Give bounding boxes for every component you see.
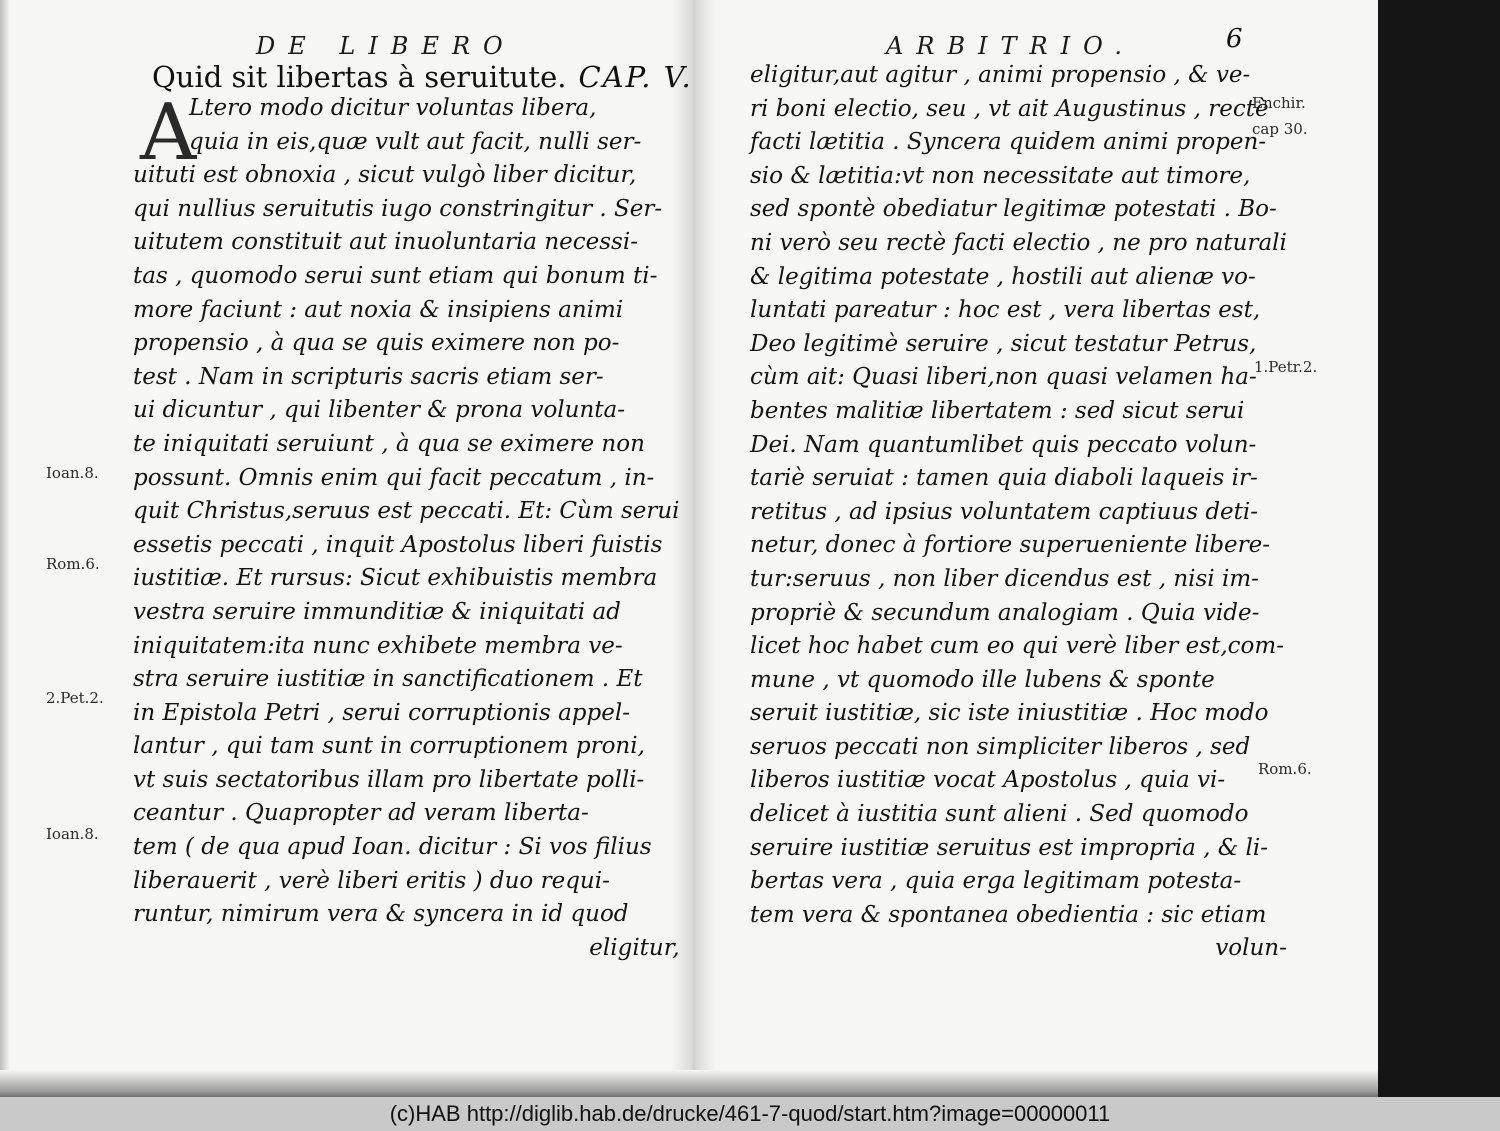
text-line: ceantur . Quapropter ad veram liberta- [133, 800, 589, 827]
text-line: vestra seruire immunditiæ & iniquitati ad [133, 598, 621, 625]
right-running-head: ARBITRIO. [886, 32, 1135, 60]
text-line: test . Nam in scripturis sacris etiam ser- [133, 363, 604, 390]
text-line: sed spontè obediatur legitimæ potestati . Bo- [750, 196, 1277, 223]
text-line: tur:seruus , non liber dicendus est , nisi im- [750, 565, 1259, 592]
text-line: tem vera & spontanea obedientia : sic etiam [750, 901, 1267, 928]
text-line: eligitur,aut agitur , animi propensio , & ve- [750, 62, 1251, 88]
margin-note: Rom.6. [46, 555, 100, 573]
text-line: delicet à iustitia sunt alieni . Sed quomodo [750, 801, 1249, 828]
text-line: netur, donec à fortiore superueniente libere- [750, 532, 1271, 559]
margin-note: Rom.6. [1258, 760, 1312, 778]
page-bottom-edge-shadow [0, 1070, 1378, 1097]
text-line: Dei. Nam quantumlibet quis peccato volun- [750, 431, 1257, 458]
text-line: propriè & secundum analogiam . Quia vide- [750, 599, 1260, 626]
left-page-text [133, 88, 680, 965]
text-line: stra seruire iustitiæ in sanctificationem . Et [133, 666, 643, 693]
drop-cap-initial: A [140, 88, 197, 178]
text-line: Deo legitimè seruire , sicut testatur Petrus, [750, 330, 1257, 357]
text-line: vt suis sectatoribus illam pro libertate polli- [133, 766, 645, 793]
text-line: ri boni electio, seu , vt ait Augustinus , rectè [750, 95, 1269, 122]
text-line: more faciunt : aut noxia & insipiens animi [133, 296, 624, 323]
text-line: cùm ait: Quasi liberi,non quasi velamen ha- [750, 364, 1257, 391]
text-line: ui dicuntur , qui libenter & prona volunta- [133, 397, 626, 424]
text-line: liberos iustitiæ vocat Apostolus , quia vi- [750, 767, 1226, 794]
chapter-heading [152, 60, 693, 94]
margin-note: 2.Pet.2. [46, 689, 104, 707]
text-line: Ltero modo dicitur voluntas libera, [189, 95, 597, 121]
margin-note: Ioan.8. [46, 825, 99, 843]
left-running-head: DE LIBERO [256, 32, 516, 60]
text-line: te iniquitati seruiunt , à qua se eximere non [133, 430, 645, 457]
text-line: licet hoc habet cum eo qui verè liber est,com- [750, 633, 1284, 660]
text-line: ni verò seu rectè facti electio , ne pro naturali [750, 229, 1287, 256]
text-line: iniquitatem:ita nunc exhibete membra ve- [133, 632, 623, 659]
page-left-edge-shadow [0, 0, 10, 1097]
margin-note: 1.Petr.2. [1254, 358, 1318, 376]
catchword: eligitur, [589, 934, 680, 961]
catchword: volun- [1215, 935, 1287, 962]
copyright-credit-text: (c)HAB http://diglib.hab.de/drucke/461-7-quod/start.htm?image=00000011 [389, 1101, 1111, 1126]
page-number: 6 [1226, 24, 1243, 54]
text-line: runtur, nimirum vera & syncera in id quod [133, 901, 629, 928]
text-line: essetis peccati , inquit Apostolus liberi fuistis [133, 531, 663, 558]
scan-dark-border [1378, 0, 1500, 1097]
chapter-number: CAP. V. [578, 60, 693, 94]
text-line: in Epistola Petri , serui corruptionis appel- [133, 699, 630, 726]
text-line: quia in eis,quæ vult aut facit, nulli ser- [189, 128, 642, 155]
text-line: & legitima potestate , hostili aut alienæ vo- [750, 263, 1256, 290]
text-line: sio & lætitia:vt non necessitate aut timore, [750, 162, 1251, 189]
text-line: bentes malitiæ libertatem : sed sicut serui [750, 397, 1245, 424]
text-line: possunt. Omnis enim qui facit peccatum , in- [133, 464, 655, 491]
text-line: bertas vera , quia erga legitimam potesta- [750, 868, 1242, 895]
text-line: facti lætitia . Syncera quidem animi propen- [750, 129, 1267, 156]
text-line: uitutem constituit aut inuoluntaria necessi- [133, 229, 638, 256]
right-page-text [750, 59, 1287, 966]
margin-note: cap 30. [1252, 120, 1308, 138]
text-line: liberauerit , verè liberi eritis ) duo requi- [133, 867, 610, 894]
text-line: qui nullius seruitutis iugo constringitur . Ser- [133, 195, 663, 222]
text-line: iustitiæ. Et rursus: Sicut exhibuistis membra [133, 565, 658, 592]
text-line: uituti est obnoxia , sicut vulgò liber dicitur, [133, 162, 637, 189]
text-line: lantur , qui tam sunt in corruptionem proni, [133, 733, 645, 760]
chapter-title: Quid sit libertas à seruitute. [152, 60, 567, 94]
text-line: seruire iustitiæ seruitus est impropria , & li- [750, 834, 1269, 861]
text-line: seruit iustitiæ, sic iste iniustitiæ . Hoc modo [750, 700, 1269, 727]
margin-note: Ioan.8. [46, 464, 99, 482]
text-line: seruos peccati non simpliciter liberos , sed [750, 733, 1251, 760]
text-line: luntati pareatur : hoc est , vera libertas est, [750, 297, 1261, 324]
text-line: mune , vt quomodo ille lubens & sponte [750, 666, 1215, 693]
text-line: tas , quomodo serui sunt etiam qui bonum ti- [133, 262, 658, 289]
text-line: propensio , à qua se quis eximere non po- [133, 330, 620, 357]
text-line: quit Christus,seruus est peccati. Et: Cùm serui [133, 498, 680, 525]
text-line: tem ( de qua apud Ioan. dicitur : Si vos filius [133, 834, 652, 861]
copyright-footer [0, 1097, 1500, 1131]
margin-note: Enchir. [1252, 94, 1306, 112]
text-line: retitus , ad ipsius voluntatem captiuus deti- [750, 498, 1259, 525]
text-line: tariè seruiat : tamen quia diaboli laqueis ir- [750, 465, 1258, 492]
